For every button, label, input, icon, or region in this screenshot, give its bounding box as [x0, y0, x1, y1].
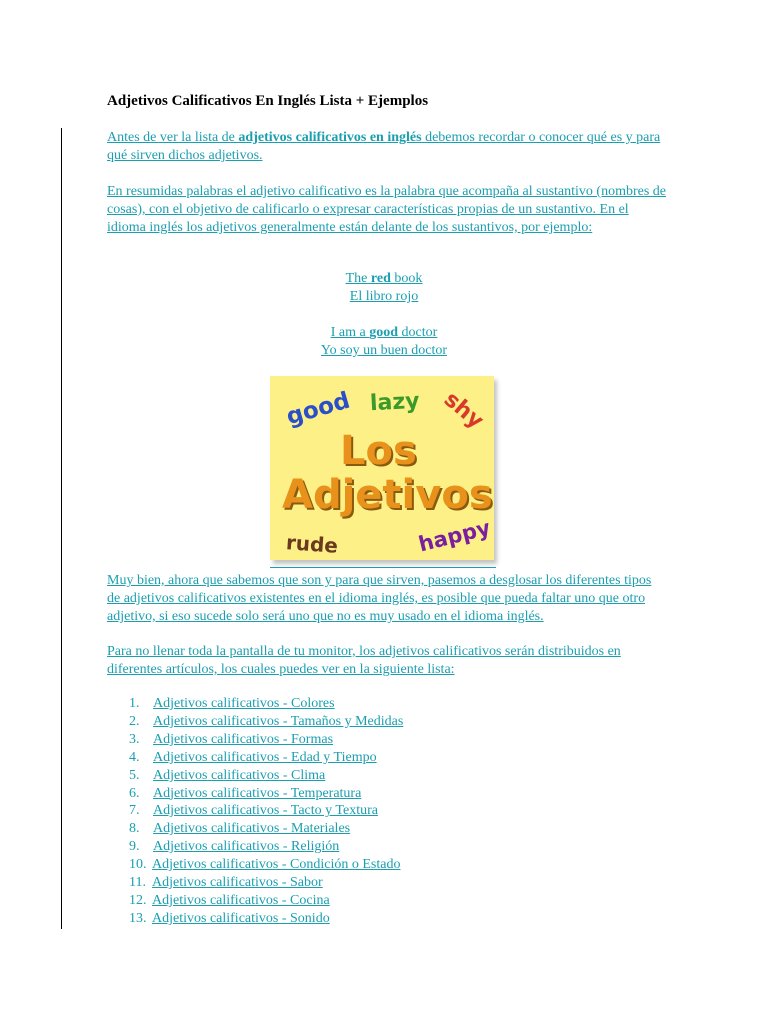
list-item[interactable] — [107, 785, 403, 803]
list-item-link[interactable]: Adjetivos calificativos - Cocina — [152, 892, 330, 908]
los-adjetivos-image[interactable] — [270, 376, 494, 560]
intro-bold-phrase: adjetivos calificativos en inglés — [238, 130, 422, 145]
image-word-happy: happy — [416, 515, 493, 557]
left-margin-rule — [61, 128, 62, 929]
list-item-link[interactable]: Adjetivos calificativos - Condición o Estado — [152, 857, 401, 873]
list-item-number: 5. — [129, 767, 140, 783]
intro-paragraph[interactable] — [107, 129, 667, 165]
list-item[interactable] — [107, 838, 403, 856]
types-paragraph[interactable]: Muy bien, ahora que sabemos que son y para que sirven, pasemos a desglosar los diferentes tipos de adjetivos calificativos existentes en el idioma inglés, es posible que pueda faltar uno que otro adjetivo, si eso sucede solo será uno que no es muy usado en el idioma inglés. — [107, 573, 652, 624]
image-word-los: Los — [340, 428, 417, 474]
list-item[interactable] — [107, 892, 403, 910]
list-item-number: 7. — [129, 803, 140, 819]
list-item-link[interactable]: Adjetivos calificativos - Sabor — [152, 875, 323, 891]
list-item-link[interactable]: Adjetivos calificativos - Temperatura — [153, 785, 362, 801]
example-1-bold: red — [370, 271, 391, 286]
list-item-number: 1. — [129, 696, 140, 711]
list-item-number: 6. — [129, 785, 140, 801]
list-item[interactable] — [107, 874, 403, 892]
list-item[interactable] — [107, 713, 403, 731]
list-item-link[interactable]: Adjetivos calificativos - Tamaños y Medidas — [153, 713, 404, 729]
intro-text-after: debemos recordar o conocer qué es y para qué sirven dichos adjetivos. — [107, 130, 661, 163]
image-word-shy: shy — [439, 387, 489, 434]
example-1-translation: El libro rojo — [349, 289, 419, 304]
image-word-adjetivos: Adjetivos — [282, 472, 493, 518]
list-item[interactable] — [107, 749, 403, 767]
example-1[interactable] — [0, 270, 768, 306]
distribution-paragraph[interactable]: Para no llenar toda la pantalla de tu monitor, los adjetivos calificativos serán distribuidos en diferentes artículos, los cuales puedes ver en la siguiente lista: — [107, 644, 621, 677]
list-item-link[interactable]: Adjetivos calificativos - Clima — [153, 767, 326, 783]
image-word-lazy: lazy — [369, 388, 421, 417]
list-item-link[interactable]: Adjetivos calificativos - Tacto y Textura — [153, 803, 378, 819]
image-word-rude: rude — [285, 530, 339, 558]
list-item-number: 9. — [129, 839, 140, 855]
image-word-good: good — [283, 387, 353, 431]
list-item[interactable] — [107, 856, 403, 874]
list-item-link[interactable]: Adjetivos calificativos - Colores — [153, 696, 335, 711]
list-item-number: 13. — [129, 910, 147, 926]
example-1-sentence — [346, 271, 423, 286]
list-item-number: 3. — [129, 731, 140, 747]
list-item-number: 12. — [129, 892, 147, 908]
list-item-link[interactable]: Adjetivos calificativos - Edad y Tiempo — [153, 749, 377, 765]
list-item[interactable] — [107, 695, 403, 713]
example-2-bold: good — [369, 325, 398, 340]
list-item-number: 4. — [129, 749, 140, 765]
list-item-link[interactable]: Adjetivos calificativos - Formas — [153, 731, 334, 747]
adjective-articles-list — [107, 695, 403, 928]
example-2-pre: I am a — [330, 325, 370, 340]
image-link-underline — [270, 567, 496, 568]
example-2-sentence — [331, 325, 438, 340]
list-item-link[interactable]: Adjetivos calificativos - Materiales — [153, 821, 351, 837]
example-2-translation: Yo soy un buen doctor — [320, 343, 448, 358]
list-item[interactable] — [107, 767, 403, 785]
list-item-number: 8. — [129, 821, 140, 837]
example-1-pre: The — [345, 271, 371, 286]
list-item[interactable] — [107, 802, 403, 820]
list-item[interactable] — [107, 731, 403, 749]
example-1-post: book — [390, 271, 423, 286]
page-title: Adjetivos Calificativos En Inglés Lista + Ejemplos — [107, 93, 429, 109]
example-2[interactable] — [0, 324, 768, 360]
definition-paragraph[interactable]: En resumidas palabras el adjetivo calificativo es la palabra que acompaña al sustantivo (nombres de cosas), con el objetivo de calificarlo o expresar características propias de un sustantivo. En el idioma inglés los adjetivos generalmente están delante de los sustantivos, por ejemplo: — [107, 184, 667, 235]
list-item[interactable] — [107, 910, 403, 928]
example-2-post: doctor — [398, 325, 438, 340]
list-item-number: 10. — [129, 857, 147, 873]
list-item-link[interactable]: Adjetivos calificativos - Religión — [153, 839, 340, 855]
list-item-number: 2. — [129, 713, 140, 729]
list-item-link[interactable]: Adjetivos calificativos - Sonido — [152, 910, 330, 926]
list-item-number: 11. — [129, 875, 146, 891]
list-item[interactable] — [107, 820, 403, 838]
intro-text-before: Antes de ver la lista de — [107, 130, 239, 145]
